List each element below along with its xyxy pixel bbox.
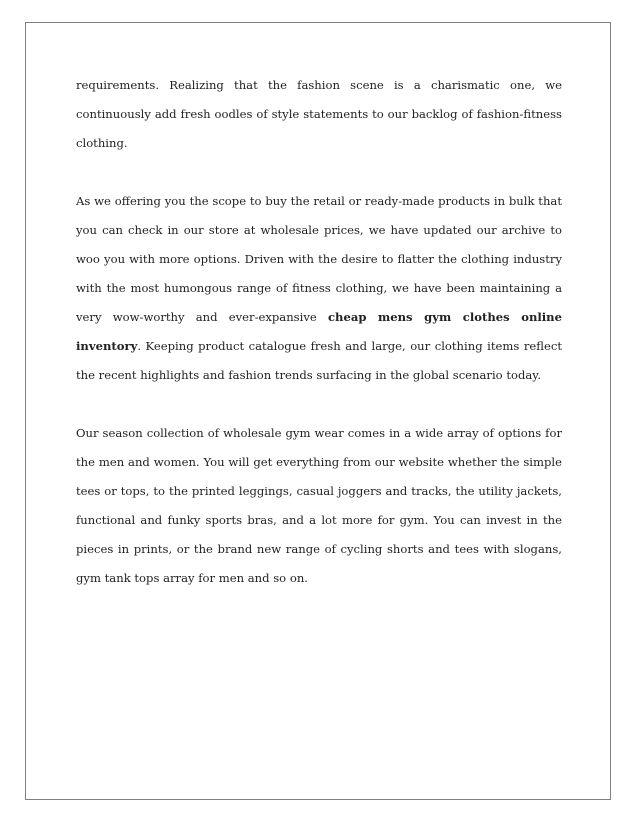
document-body <box>76 71 562 593</box>
paragraph-2-text-before: As we offering you the scope to buy the retail or ready-made products in bulk that you can check in our store at wholesale prices, we have updated our archive to woo you with more options. Driven with the desire to flatter the clothing industry with the most humongous range of fitness clothing, we have been maintaining a very wow-worthy and ever-expansive <box>76 194 562 324</box>
paragraph-2-text-after: . Keeping product catalogue fresh and large, our clothing items reflect the recent highlights and fashion trends surfacing in the global scenario today. <box>76 339 562 382</box>
paragraph-3 <box>76 419 562 593</box>
paragraph-3-text: Our season collection of wholesale gym wear comes in a wide array of options for the men and women. You will get everything from our website whether the simple tees or tops, to the printed leggings, casual joggers and tracks, the utility jackets, functional and funky sports bras, and a lot more for gym. You can invest in the pieces in prints, or the brand new range of cycling shorts and tees with slogans, gym tank tops array for men and so on. <box>76 426 562 585</box>
document-page <box>25 22 611 800</box>
paragraph-2 <box>76 187 562 390</box>
keyword-link[interactable]: cheap mens gym clothes online inventory <box>76 310 562 353</box>
paragraph-1 <box>76 71 562 158</box>
paragraph-1-text: requirements. Realizing that the fashion scene is a charismatic one, we continuously add fresh oodles of style statements to our backlog of fashion-fitness clothing. <box>76 78 562 150</box>
